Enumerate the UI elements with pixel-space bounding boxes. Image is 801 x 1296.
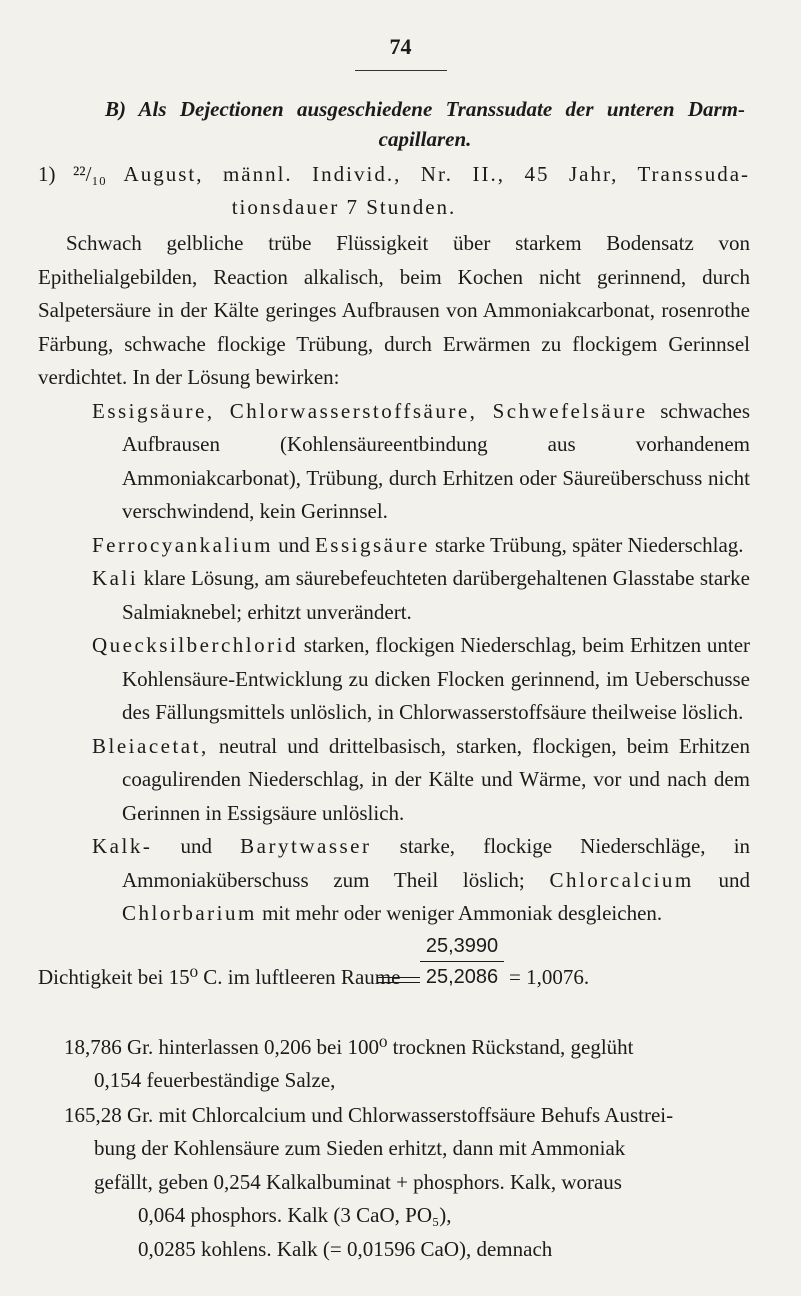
section-heading xyxy=(105,94,745,154)
density-numerator: 25,3990 xyxy=(425,934,499,957)
reagent-name: Bleiacetat, xyxy=(92,733,209,758)
reagent-connector: und xyxy=(180,834,212,858)
page-number: 74 xyxy=(389,34,412,59)
reagent-name: Quecksilberchlorid xyxy=(92,633,298,657)
subsection-number: 1) xyxy=(38,162,56,186)
density-label: Dichtigkeit bei 15⁰ C. im luftleeren Raume xyxy=(38,964,401,989)
reagent-connector: und xyxy=(278,532,310,557)
density-result: = 1,0076. xyxy=(509,964,590,989)
reagent-entry-ferrocyankalium xyxy=(92,529,750,563)
reagent-name: Ferrocyankalium xyxy=(92,532,273,557)
calcium-line-2: bung der Kohlensäure zum Sieden erhitzt, dann mit Ammoniak xyxy=(94,1136,626,1160)
reagent-entry-acids xyxy=(92,395,750,529)
body-text xyxy=(38,227,750,1266)
page-number-rule xyxy=(355,70,447,71)
subsection-heading-line-2: tionsdauer 7 Stunden. xyxy=(231,195,457,219)
density-denominator: 25,2086 xyxy=(420,961,504,992)
subsection-date-fraction: ²²/₁₀ xyxy=(72,162,107,186)
section-heading-line-1: B) Als Dejectionen ausgeschiedene Transsudate der unteren Darm- xyxy=(105,97,745,121)
calcium-block xyxy=(38,1099,750,1267)
reagent-result: starke Trübung, später Niederschlag. xyxy=(435,532,744,557)
calcium-line-1: 165,28 Gr. mit Chlorcalcium und Chlorwasserstoffsäure Behufs Austrei- xyxy=(64,1102,674,1127)
reagent-result: neutral und drittelbasisch, starken, flockigen, beim Erhitzen coagulirenden Niederschlag, in der Kälte und Wärme, vor und nach dem Gerinnen in Essigsäure unlöslich. xyxy=(122,733,751,825)
reagent-result: schwaches Aufbrausen (Kohlensäureentbindung aus vorhandenem Ammoniakcarbonat), Trübung, durch Erhitzen oder Säureüberschuss nicht verschwindend, kein Gerinnsel. xyxy=(122,398,751,523)
reagent-result: starke, flockige Niederschläge, in Ammoniaküberschuss zum Theil löslich; xyxy=(122,834,751,892)
reagent-name: Kalk- xyxy=(92,834,153,858)
reagent-name: Essigsäure, Chlorwasserstoffsäure, Schwefelsäure xyxy=(92,398,648,423)
reagent-name-2: Essigsäure xyxy=(314,532,430,557)
section-heading-line-2: capillaren. xyxy=(378,127,472,151)
reagent-result: klare Lösung, am säurebefeuchteten darübergehaltenen Glasstabe starke Salmiaknebel; erhitzt unverändert. xyxy=(122,566,751,624)
subsection-heading-line-1 xyxy=(38,158,750,191)
reagent-entry-quecksilberchlorid xyxy=(92,629,750,730)
density-equals-sign-top xyxy=(378,977,420,978)
reagent-name-2: Barytwasser xyxy=(240,834,372,858)
reagent-list xyxy=(38,395,750,931)
reagent-entry-kali xyxy=(92,562,750,629)
residue-block xyxy=(38,1031,750,1098)
reagent-name-3: Chlorcalcium xyxy=(549,867,694,892)
subsection-heading xyxy=(38,158,750,224)
density-equation xyxy=(38,931,750,1031)
residue-line-2: 0,154 feuerbeständige Salze, xyxy=(94,1068,336,1092)
calcium-line-3: gefällt, geben 0,254 Kalkalbuminat + phosphors. Kalk, woraus xyxy=(94,1169,622,1194)
calcium-calc-2: 0,0285 kohlens. Kalk (= 0,01596 CaO), demnach xyxy=(138,1236,553,1261)
reagent-entry-bleiacetat xyxy=(92,730,750,831)
reagent-result-2: mit mehr oder weniger Ammoniak desgleichen. xyxy=(262,901,663,925)
density-equals-sign-bottom xyxy=(378,982,420,983)
density-fraction xyxy=(420,931,504,992)
intro-paragraph: Schwach gelbliche trübe Flüssigkeit über starkem Bodensatz von Epithelialgebilden, Reaction alkalisch, beim Kochen nicht gerinnend, durch Salpetersäure in der Kälte geringes Aufbrausen von Ammoniakcarbonat, rosenrothe Färbung, schwache flockige Trübung, durch Erwärmen zu flockigem Gerinnsel verdichtet. In der Lösung bewirken: xyxy=(38,231,750,389)
calcium-calc-1: 0,064 phosphors. Kalk (3 CaO, PO₅), xyxy=(138,1203,452,1227)
reagent-name: Kali xyxy=(92,566,139,590)
reagent-connector-2: und xyxy=(718,867,751,892)
reagent-name-4: Chlorbarium xyxy=(122,901,257,925)
residue-line-1: 18,786 Gr. hinterlassen 0,206 bei 100⁰ trocknen Rückstand, geglüht xyxy=(64,1034,634,1059)
subsection-details: August, männl. Individ., Nr. II., 45 Jahr, Transsuda- xyxy=(123,162,751,186)
reagent-entry-kalk-barytwasser xyxy=(92,830,750,931)
reagent-result: starken, flockigen Niederschlag, beim Erhitzen unter Kohlensäure-Entwicklung zu dicken Flocken gerinnend, im Ueberschusse des Fällungsmittels unlöslich, in Chlorwasserstoffsäure theilweise löslich. xyxy=(122,633,751,724)
